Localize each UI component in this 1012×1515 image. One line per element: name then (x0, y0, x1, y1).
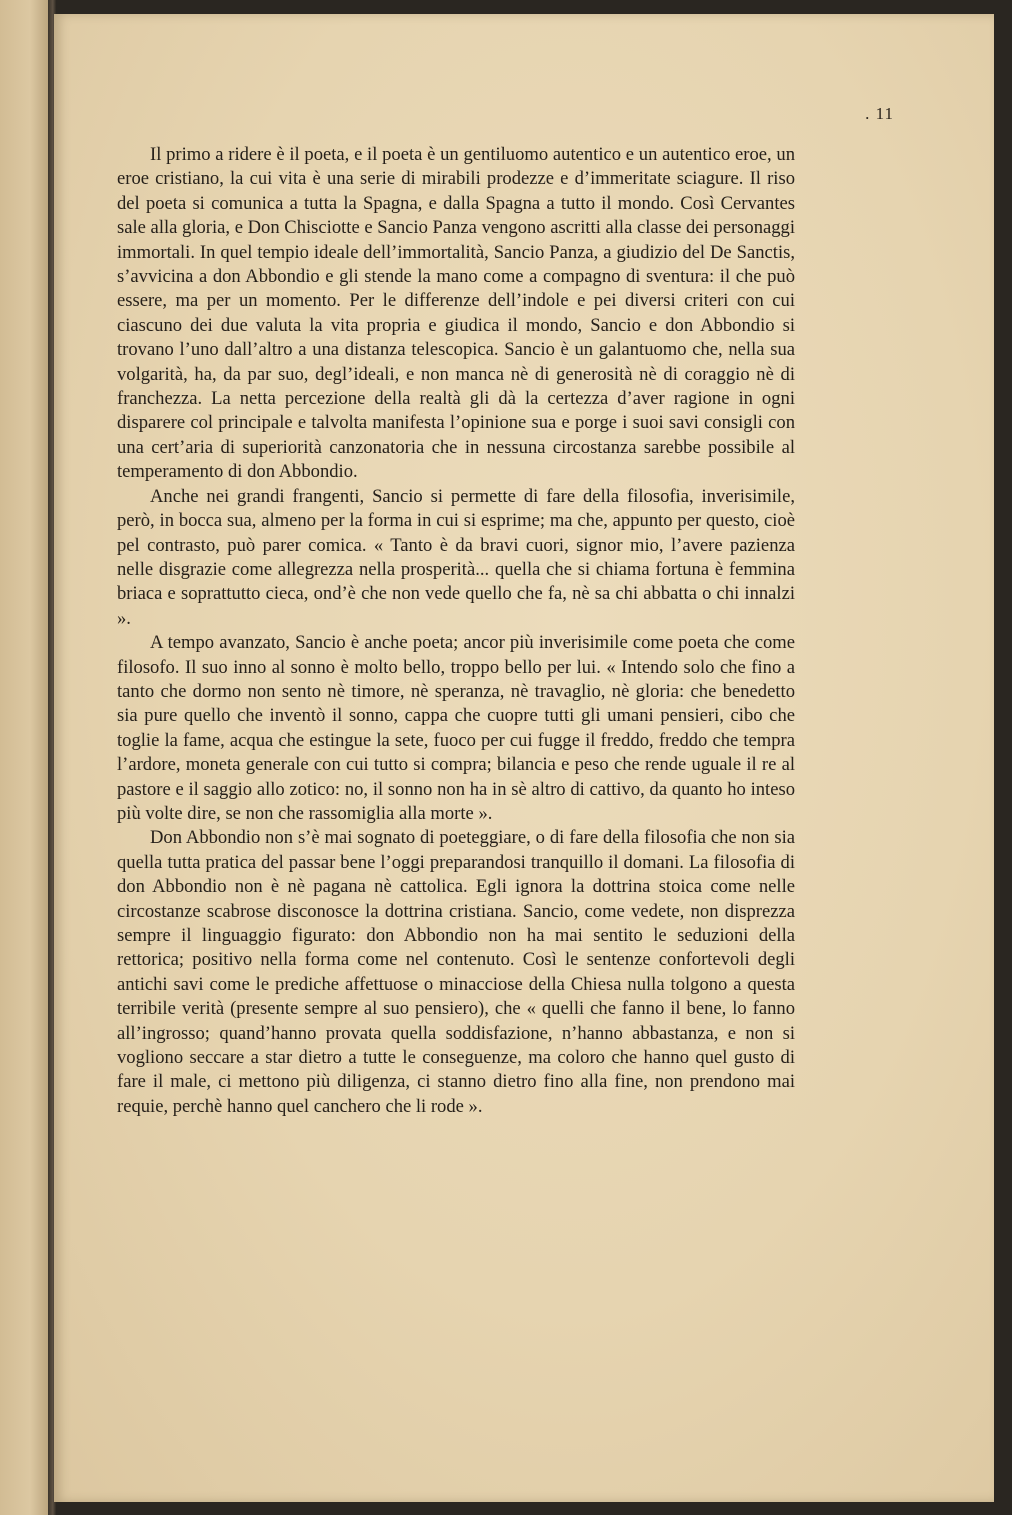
paragraph: Il primo a ridere è il poeta, e il poeta è un gentiluomo autentico e un autentico eroe, un eroe cristiano, la cui vita è una serie di mirabili prodezze e d’immeritate sciagure. Il riso del poeta si comunica a tutta la Spagna, e dalla Spagna a tutto il mondo. Così Cervantes sale alla gloria, e Don Chisciotte e Sancio Panza vengono ascritti alla classe dei personaggi immortali. In quel tempio ideale dell’immortalità, Sancio Panza, a giudizio del De Sanctis, s’avvicina a don Abbondio e gli stende la mano come a compagno di sventura: il che può essere, ma per un momento. Per le differenze dell’indole e pei diversi criteri con cui ciascuno dei due valuta la vita propria e giudica il mondo, Sancio e don Abbondio si trovano l’uno dall’altro a una distanza telescopica. Sancio è un galantuomo che, nella sua volgarità, ha, da par suo, degl’ideali, e non manca nè di generosità nè di coraggio nè di franchezza. La netta percezione della realtà gli dà la certezza d’aver ragione in ogni disparere col principale e talvolta manifesta l’opinione sua e porge i suoi savi consigli con una cert’aria di superiorità canzonatoria che in nessuna circostanza sarebbe possibile al temperamento di don Abbondio. (117, 144, 795, 483)
page-body-text (117, 143, 795, 1119)
previous-page-edge (0, 0, 50, 1515)
paragraph: Don Abbondio non s’è mai sognato di poeteggiare, o di fare della filosofia che non sia quella tutta pratica del passar bene l’oggi preparandosi tranquillo il domani. La filosofia di don Abbondio non è nè pagana nè cattolica. Egli ignora la dottrina stoica come nelle circostanze scabrose disconosce la dottrina cristiana. Sancio, come vedete, non disprezza sempre il linguaggio figurato: don Abbondio non ha mai sentito le seduzioni della rettorica; positivo nella forma come nel contenuto. Così le sentenze confortevoli degli antichi savi come le prediche affettuose o minacciose della Chiesa nulla tolgono a questa terribile verità (presente sempre al suo pensiero), che « quelli che fanno il bene, lo fanno all’ingrosso; quand’hanno provata quella soddisfazione, n’hanno abbastanza, e non si vogliono seccare a star dietro a tutte le conseguenze, ma coloro che hanno quel gusto di fare il male, ci mettono più diligenza, ci stanno dietro fino alla fine, non prendono mai requie, perchè hanno quel canchero che li rode ». (117, 827, 795, 1117)
page-number: . 11 (865, 104, 894, 123)
paragraph: Anche nei grandi frangenti, Sancio si permette di fare della filosofia, inverisimile, però, in bocca sua, almeno per la forma in cui si esprime; ma che, appunto per questo, cioè pel contrasto, può parer comica. « Tanto è da bravi cuori, signor mio, l’avere pazienza nelle disgrazie come allegrezza nella prosperità... quella che si chiama fortuna è femmina briaca e soprattutto cieca, ond’è che non vede quello che fa, nè sa chi abbatta o chi innalzi ». (117, 485, 795, 629)
paragraph: A tempo avanzato, Sancio è anche poeta; ancor più inverisimile come poeta che come filosofo. Il suo inno al sonno è molto bello, troppo bello per lui. « Intendo solo che fino a tanto che dormo non sento nè timore, nè speranza, nè travaglio, nè gloria: che benedetto sia pure quello che inventò il sonno, cappa che cuopre tutti gli umani pensieri, cibo che toglie la fame, acqua che estingue la sete, fuoco per cui fugge il freddo, freddo che tempra l’ardore, moneta generale con cui tutto si compra; bilancia e peso che rende uguale il re al pastore e il saggio allo zotico: no, il sonno non ha in sè altro di cattivo, da quanto ho inteso più volte dire, se non che rassomiglia alla morte ». (117, 632, 795, 824)
